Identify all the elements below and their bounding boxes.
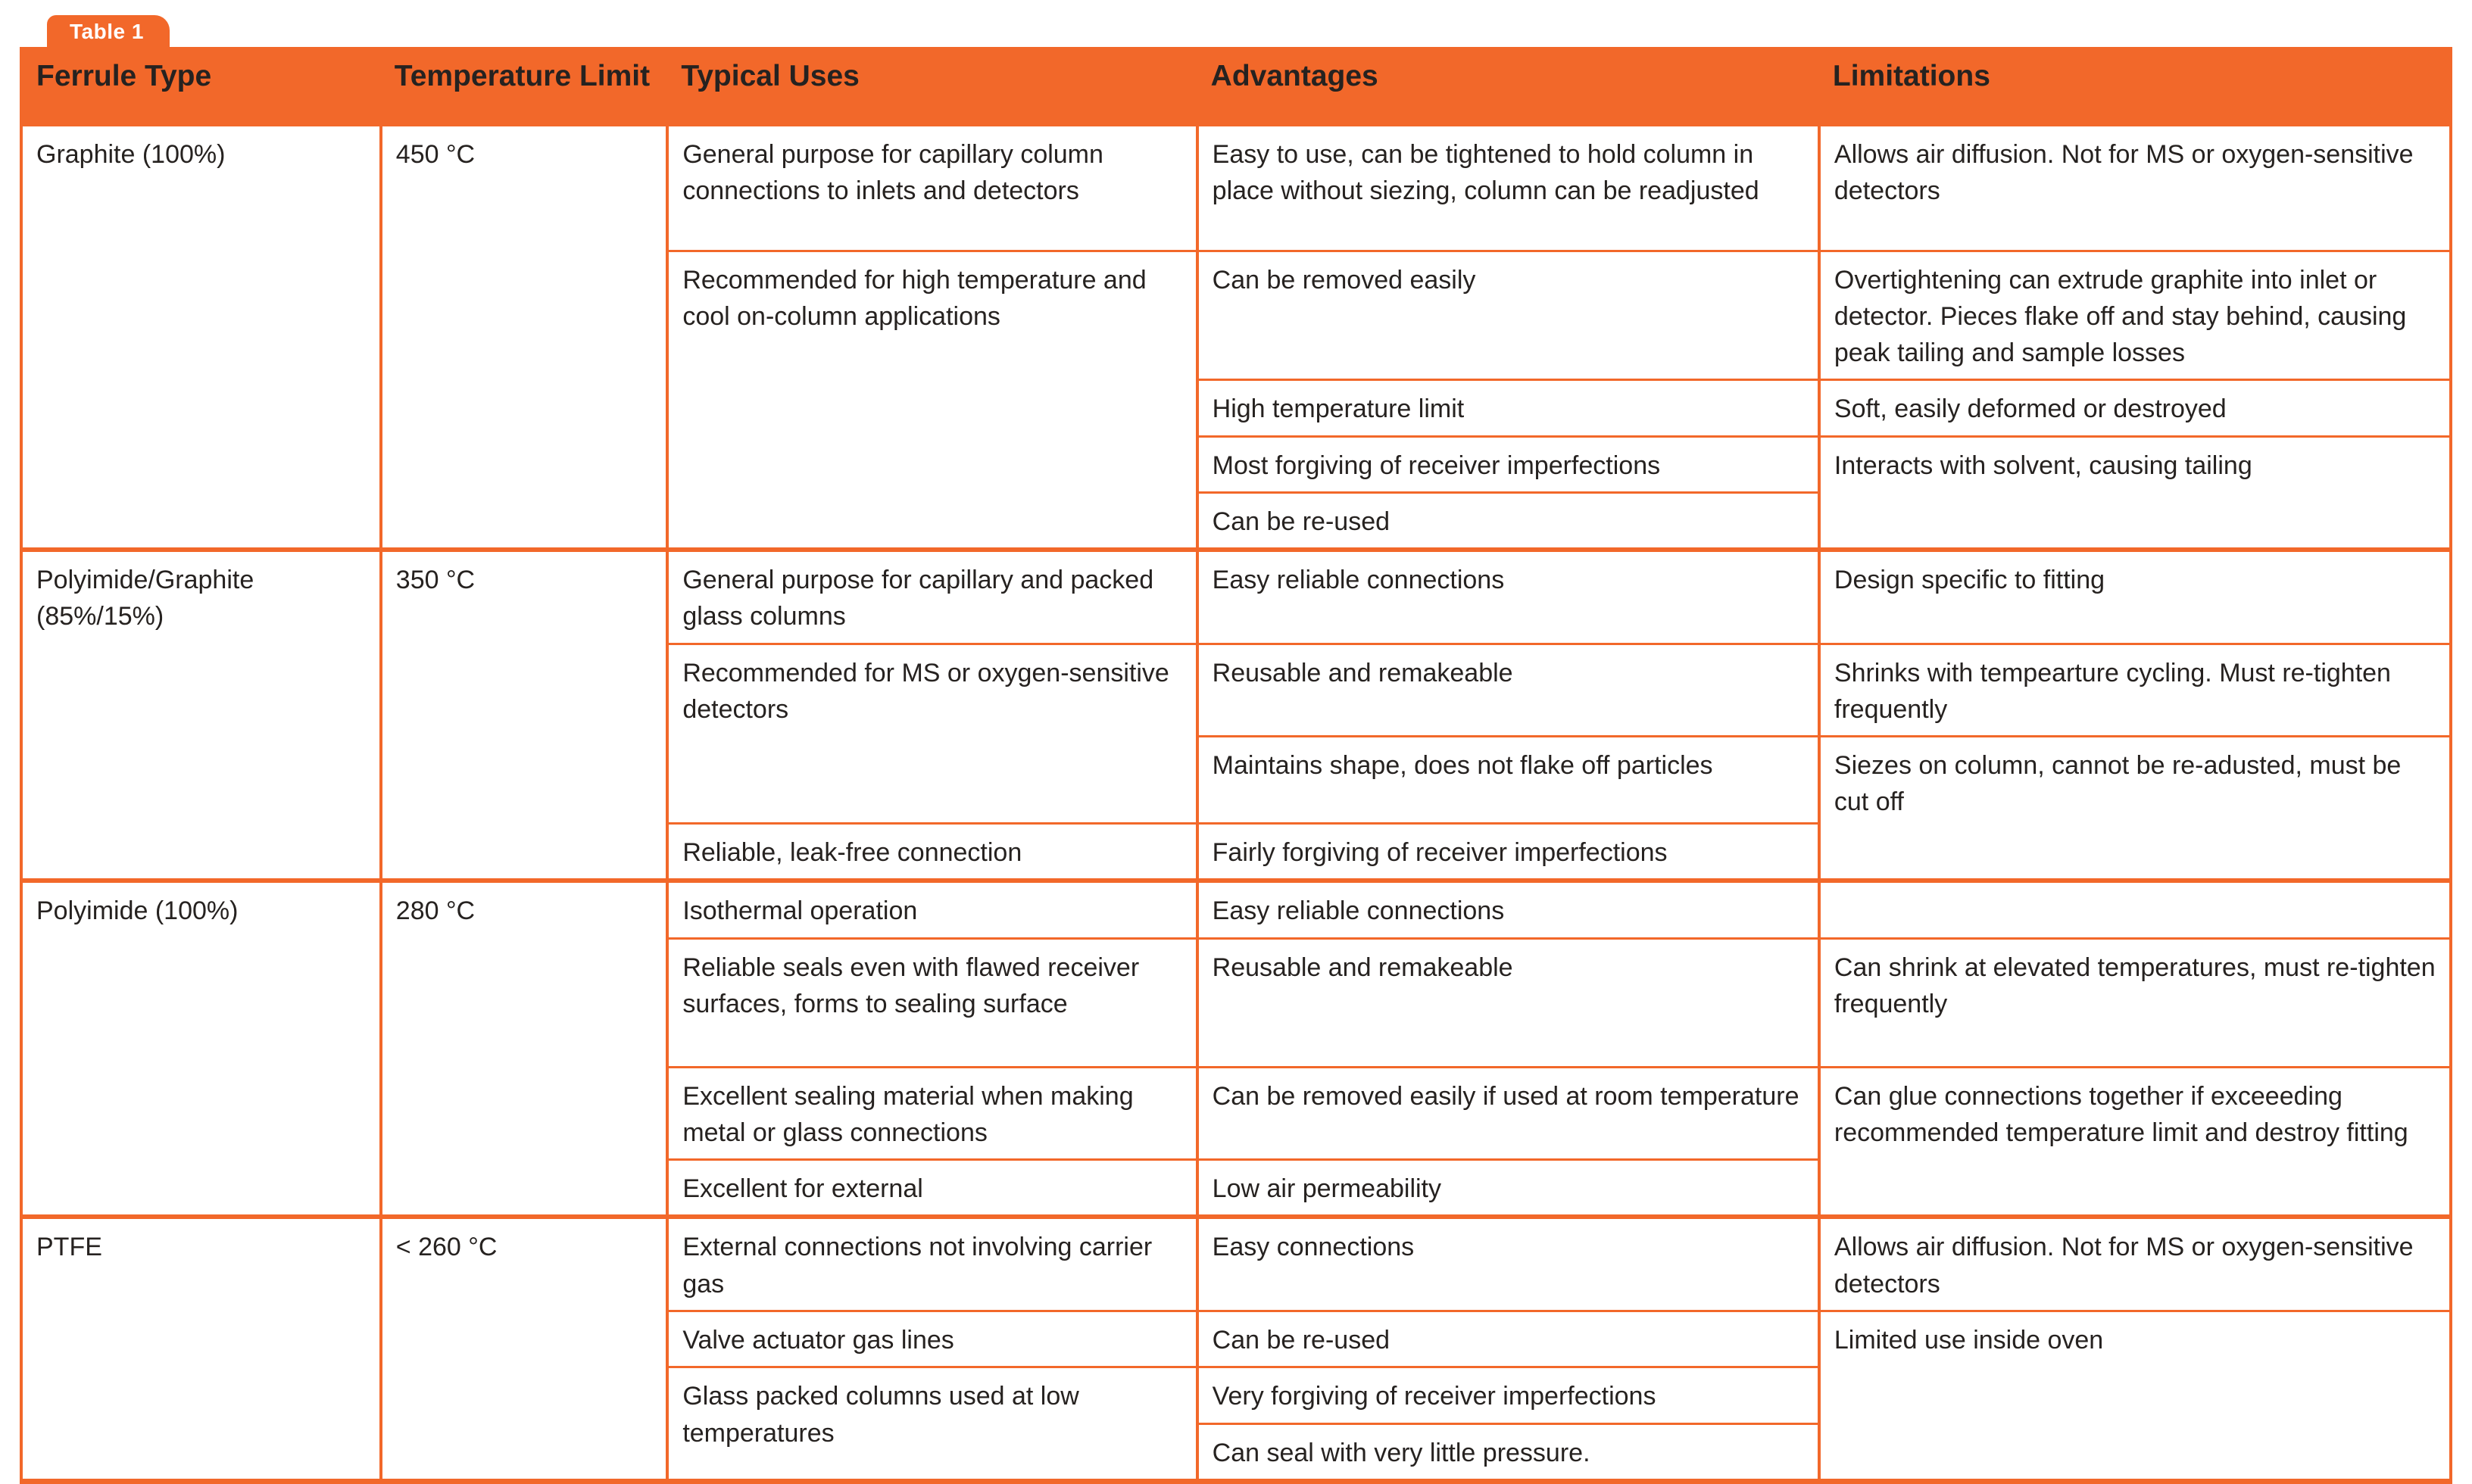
advantage-cell: Easy reliable connections (1197, 881, 1819, 938)
use-cell: Reliable, leak-free connection (667, 824, 1197, 881)
use-cell: Recommended for high temperature and cool on-column applications (667, 251, 1197, 550)
use-cell: External connections not involving carrier gas (667, 1217, 1197, 1311)
limitation-cell: Can glue connections together if exceeeding recommended temperature limit and destroy fitting (1819, 1067, 2451, 1217)
use-cell: Excellent for external (667, 1160, 1197, 1217)
table-row (21, 1217, 2451, 1311)
limitation-cell: Can shrink at elevated temperatures, must re-tighten frequently (1819, 938, 2451, 1067)
ferrule-type-cell: Polyimide/Graphite (85%/15%) (21, 550, 381, 881)
use-cell: Excellent sealing material when making metal or glass connections (667, 1067, 1197, 1160)
limitation-cell: Interacts with solvent, causing tailing (1819, 436, 2451, 550)
advantage-cell: Easy to use, can be tightened to hold column in place without siezing, column can be readjusted (1197, 124, 1819, 251)
table-row (21, 550, 2451, 644)
use-cell: General purpose for capillary and packed glass columns (667, 550, 1197, 644)
use-cell: Recommended for MS or oxygen-sensitive detectors (667, 644, 1197, 824)
ferrule-type-cell: PTFE (21, 1217, 381, 1481)
temperature-limit-cell: < 260 °C (381, 1217, 668, 1481)
limitation-cell: Siezes on column, cannot be re-adusted, must be cut off (1819, 737, 2451, 881)
limitation-cell: Limited use inside oven (1819, 1311, 2451, 1482)
advantage-cell: Easy reliable connections (1197, 550, 1819, 644)
col-header-limitations: Limitations (1819, 48, 2451, 124)
advantage-cell: High temperature limit (1197, 380, 1819, 436)
limitation-cell (1819, 881, 2451, 938)
table-row (21, 881, 2451, 938)
advantage-cell: Maintains shape, does not flake off particles (1197, 737, 1819, 824)
col-header-ferrule-type: Ferrule Type (21, 48, 381, 124)
advantage-cell: Most forgiving of receiver imperfections (1197, 436, 1819, 492)
advantage-cell: Can seal with very little pressure. (1197, 1423, 1819, 1481)
advantage-cell: Can be removed easily (1197, 251, 1819, 380)
use-cell: Glass packed columns used at low temperatures (667, 1367, 1197, 1482)
advantage-cell: Easy connections (1197, 1217, 1819, 1311)
use-cell: Valve actuator gas lines (667, 1311, 1197, 1367)
col-header-advantages: Advantages (1197, 48, 1819, 124)
advantage-cell: Low air permeability (1197, 1160, 1819, 1217)
advantage-cell: Reusable and remakeable (1197, 938, 1819, 1067)
advantage-cell: Can be re-used (1197, 1311, 1819, 1367)
limitation-cell: Shrinks with tempearture cycling. Must re-tighten frequently (1819, 644, 2451, 737)
limitation-cell: Soft, easily deformed or destroyed (1819, 380, 2451, 436)
use-cell: Reliable seals even with flawed receiver surfaces, forms to sealing surface (667, 938, 1197, 1067)
temperature-limit-cell: 280 °C (381, 881, 668, 1217)
col-header-temperature-limit: Temperature Limit (381, 48, 668, 124)
advantage-cell: Very forgiving of receiver imperfections (1197, 1367, 1819, 1423)
advantage-cell: Fairly forgiving of receiver imperfections (1197, 824, 1819, 881)
use-cell: Isothermal operation (667, 881, 1197, 938)
limitation-cell: Allows air diffusion. Not for MS or oxygen-sensitive detectors (1819, 1217, 2451, 1311)
table-row (21, 124, 2451, 251)
temperature-limit-cell: 450 °C (381, 124, 668, 550)
col-header-typical-uses: Typical Uses (667, 48, 1197, 124)
limitation-cell: Design specific to fitting (1819, 550, 2451, 644)
ferrule-type-cell: Polyimide (100%) (21, 881, 381, 1217)
limitation-cell: Allows air diffusion. Not for MS or oxygen-sensitive detectors (1819, 124, 2451, 251)
table-number-label: Table 1 (70, 20, 144, 43)
header-row (21, 48, 2451, 124)
ferrule-comparison-table (20, 47, 2452, 1484)
limitation-cell: Overtightening can extrude graphite into inlet or detector. Pieces flake off and stay behind, causing peak tailing and sample losses (1819, 251, 2451, 380)
temperature-limit-cell: 350 °C (381, 550, 668, 881)
advantage-cell: Reusable and remakeable (1197, 644, 1819, 737)
ferrule-type-cell: Graphite (100%) (21, 124, 381, 550)
advantage-cell: Can be removed easily if used at room temperature (1197, 1067, 1819, 1160)
use-cell: General purpose for capillary column connections to inlets and detectors (667, 124, 1197, 251)
advantage-cell: Can be re-used (1197, 492, 1819, 550)
